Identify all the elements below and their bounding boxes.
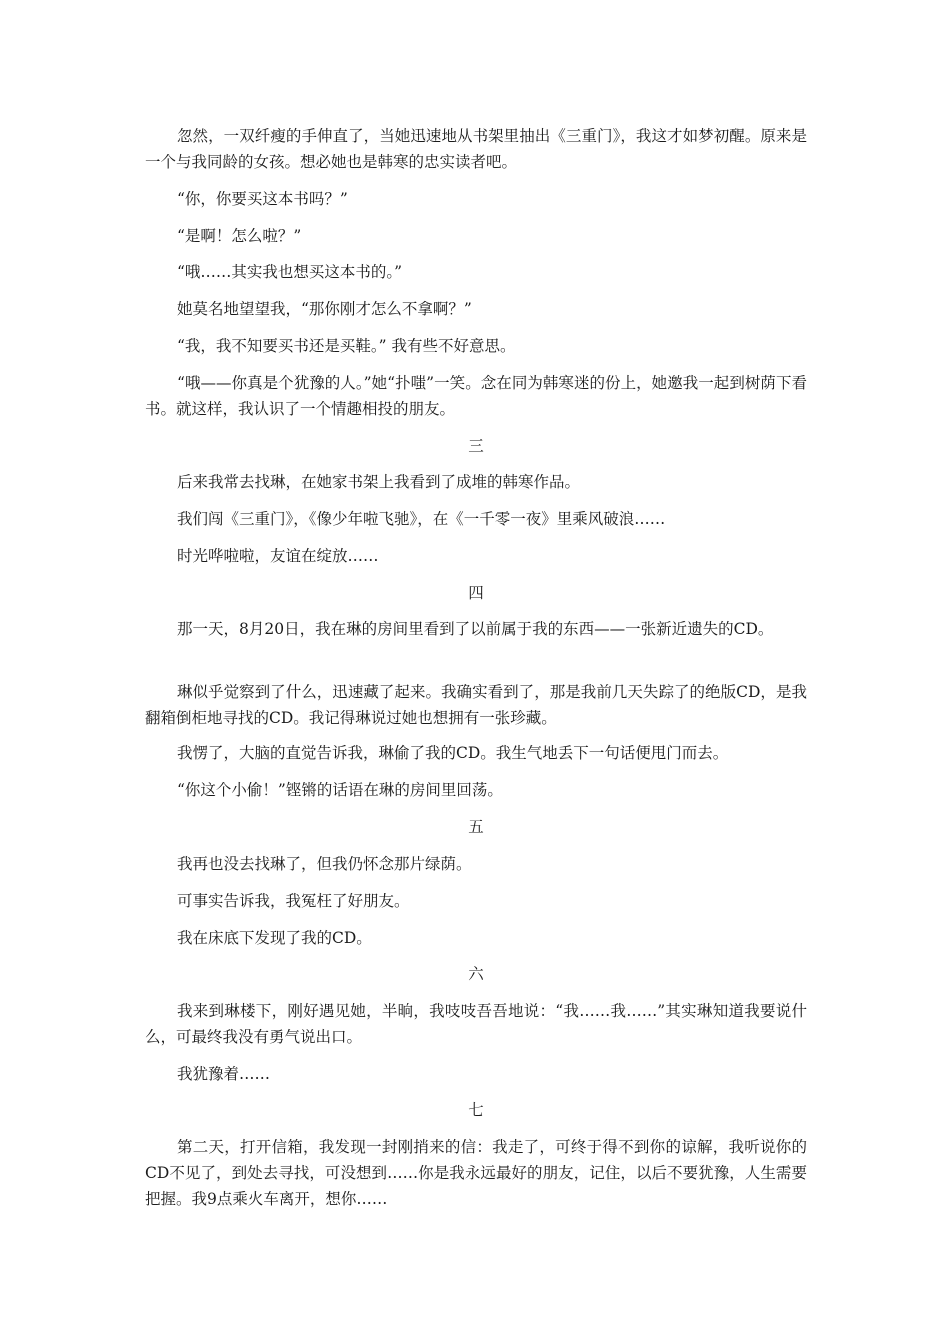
paragraph: 那一天，8月20日，我在琳的房间里看到了以前属于我的东西——一张新近遗失的CD。 xyxy=(177,620,774,638)
section-heading: 四 xyxy=(468,584,484,602)
paragraph: 琳似乎觉察到了什么，迅速藏了起来。我确实看到了，那是我前几天失踪了的绝版CD，是我翻箱倒柜地寻找的CD。我记得琳说过她也想拥有一张珍藏。 xyxy=(145,683,807,727)
paragraph: “你这个小偷！”铿锵的话语在琳的房间里回荡。 xyxy=(177,781,503,799)
section-heading: 五 xyxy=(468,818,484,836)
paragraph: 她莫名地望望我，“那你刚才怎么不拿啊？” xyxy=(177,300,472,318)
paragraph: “哦——你真是个犹豫的人。”她“扑嗤”一笑。念在同为韩寒迷的份上，她邀我一起到树荫下看书。就这样，我认识了一个情趣相投的朋友。 xyxy=(145,374,807,418)
paragraph: 我来到琳楼下，刚好遇见她，半晌，我吱吱吾吾地说：“我……我……”其实琳知道我要说什么，可最终我没有勇气说出口。 xyxy=(145,1002,807,1046)
paragraph: 忽然，一双纤瘦的手伸直了，当她迅速地从书架里抽出《三重门》，我这才如梦初醒。原来是一个与我同龄的女孩。想必她也是韩寒的忠实读者吧。 xyxy=(145,127,807,171)
paragraph: “你，你要买这本书吗？” xyxy=(177,190,348,208)
section-heading: 七 xyxy=(468,1101,484,1119)
section-heading: 三 xyxy=(468,437,484,455)
paragraph: “哦……其实我也想买这本书的。” xyxy=(177,263,403,281)
paragraph: 第二天，打开信箱，我发现一封刚捎来的信：我走了，可终于得不到你的谅解，我听说你的CD不见了，到处去寻找，可没想到……你是我永远最好的朋友，记住，以后不要犹豫，人生需要把握。我9点乘火车离开，想你…… xyxy=(145,1138,807,1208)
paragraph: 时光哗啦啦，友谊在绽放…… xyxy=(177,547,379,565)
paragraph: 我犹豫着…… xyxy=(177,1065,271,1083)
paragraph: 可事实告诉我，我冤枉了好朋友。 xyxy=(177,892,410,910)
paragraph: 后来我常去找琳，在她家书架上我看到了成堆的韩寒作品。 xyxy=(177,473,581,491)
paragraph: 我们闯《三重门》，《像少年啦飞驰》，在《一千零一夜》里乘风破浪…… xyxy=(177,510,666,528)
paragraph: 我在床底下发现了我的CD。 xyxy=(177,929,372,947)
paragraph: “我，我不知要买书还是买鞋。” 我有些不好意思。 xyxy=(177,337,516,355)
paragraph: 我再也没去找琳了，但我仍怀念那片绿荫。 xyxy=(177,855,472,873)
paragraph: 我愣了，大脑的直觉告诉我，琳偷了我的CD。我生气地丢下一句话便甩门而去。 xyxy=(177,744,729,762)
paragraph: “是啊！怎么啦？” xyxy=(177,227,302,245)
section-heading: 六 xyxy=(468,965,484,983)
